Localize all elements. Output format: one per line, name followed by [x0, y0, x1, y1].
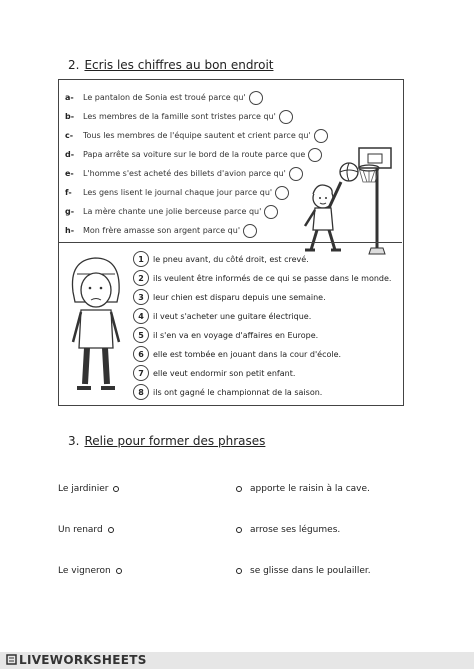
- sentence-row-a: [65, 89, 263, 106]
- answer-circle-f[interactable]: [275, 186, 289, 200]
- ending-number-badge: 6: [133, 346, 149, 362]
- exercise-2-box: [58, 79, 404, 406]
- sentence-letter: h-: [65, 226, 75, 235]
- match-left-text: Le jardinier: [58, 484, 109, 494]
- sentence-text: Les gens lisent le journal chaque jour parce qu': [83, 188, 273, 197]
- exercise-2-number: 2.: [68, 58, 80, 72]
- ending-text: ils veulent être informés de ce qui se passe dans le monde.: [153, 273, 392, 283]
- sentence-text: Les membres de la famille sont tristes parce qu': [83, 112, 276, 121]
- sentence-text: L'homme s'est acheté des billets d'avion parce qu': [83, 169, 286, 178]
- match-dot-right-1[interactable]: [236, 486, 242, 492]
- ending-text: leur chien est disparu depuis une semaine.: [153, 292, 326, 302]
- sad-girl-illustration: [65, 252, 127, 398]
- match-dot-left-1[interactable]: [113, 486, 119, 492]
- sentence-row-b: [65, 108, 293, 125]
- match-left-text: Le vigneron: [58, 566, 111, 576]
- basketball-boy-illustration: [297, 142, 403, 262]
- ending-number-badge: 5: [133, 327, 149, 343]
- ending-row-2: [133, 269, 391, 287]
- exercise-2-title-text: Ecris les chiffres au bon endroit: [84, 58, 274, 72]
- ending-text: il veut s'acheter une guitare électrique.: [153, 311, 312, 321]
- sentence-text: Mon frère amasse son argent parce qu': [83, 226, 241, 235]
- ending-text: il s'en va en voyage d'affaires en Europe.: [153, 330, 319, 340]
- sentence-text: La mère chante une jolie berceuse parce qu': [83, 207, 262, 216]
- ending-text: elle est tombée en jouant dans la cour d'école.: [153, 349, 342, 359]
- ending-row-6: [133, 345, 341, 363]
- exercise-2-divider: [59, 242, 402, 243]
- match-right-text: apporte le raisin à la cave.: [250, 484, 370, 494]
- match-right-text: arrose ses légumes.: [250, 525, 341, 535]
- match-left-item-3: [58, 566, 122, 576]
- exercise-3-title-text: Relie pour former des phrases: [84, 434, 266, 448]
- exercise-3-number: 3.: [68, 434, 80, 448]
- match-right-item-2: [236, 525, 340, 535]
- sentence-letter: d-: [65, 150, 75, 159]
- ending-number-badge: 4: [133, 308, 149, 324]
- match-dot-left-2[interactable]: [108, 527, 114, 533]
- ending-text: le pneu avant, du côté droit, est crevé.: [153, 254, 309, 264]
- sentence-row-d: [65, 146, 322, 163]
- answer-circle-c[interactable]: [314, 129, 328, 143]
- ending-number-badge: 2: [133, 270, 149, 286]
- ending-row-1: [133, 250, 309, 268]
- sentence-text: Tous les membres de l'équipe sautent et crient parce qu': [83, 131, 311, 140]
- sentence-letter: c-: [65, 131, 74, 140]
- answer-circle-g[interactable]: [264, 205, 278, 219]
- sentence-row-h: [65, 222, 257, 239]
- ending-row-4: [133, 307, 311, 325]
- footer-brand-text: LIVEWORKSHEETS: [19, 653, 147, 667]
- ending-row-3: [133, 288, 326, 306]
- sentence-letter: b-: [65, 112, 75, 121]
- ending-number-badge: 8: [133, 384, 149, 400]
- answer-circle-a[interactable]: [249, 91, 263, 105]
- liveworksheets-logo-icon: [6, 654, 17, 665]
- sentence-letter: f-: [65, 188, 72, 197]
- match-dot-right-2[interactable]: [236, 527, 242, 533]
- answer-circle-h[interactable]: [243, 224, 257, 238]
- ending-number-badge: 1: [133, 251, 149, 267]
- match-left-item-1: [58, 484, 119, 494]
- answer-circle-b[interactable]: [279, 110, 293, 124]
- sentence-row-f: [65, 184, 289, 201]
- sentence-letter: g-: [65, 207, 75, 216]
- ending-text: ils ont gagné le championnat de la saison.: [153, 387, 323, 397]
- match-dot-right-3[interactable]: [236, 568, 242, 574]
- ending-number-badge: 7: [133, 365, 149, 381]
- exercise-3-title: [68, 434, 265, 448]
- footer-brand: [6, 653, 147, 667]
- ending-number-badge: 3: [133, 289, 149, 305]
- sentence-row-g: [65, 203, 278, 220]
- match-right-text: se glisse dans le poulailler.: [250, 566, 371, 576]
- ending-row-5: [133, 326, 318, 344]
- sentence-row-e: [65, 165, 303, 182]
- ending-row-7: [133, 364, 295, 382]
- match-right-item-1: [236, 484, 370, 494]
- match-left-item-2: [58, 525, 114, 535]
- sentence-text: Le pantalon de Sonia est troué parce qu': [83, 93, 246, 102]
- sentence-text: Papa arrête sa voiture sur le bord de la route parce que: [83, 150, 306, 159]
- match-right-item-3: [236, 566, 371, 576]
- sentence-letter: e-: [65, 169, 74, 178]
- match-left-text: Un renard: [58, 525, 103, 535]
- sentence-letter: a-: [65, 93, 74, 102]
- ending-text: elle veut endormir son petit enfant.: [153, 368, 296, 378]
- exercise-2-title: [68, 58, 273, 72]
- ending-row-8: [133, 383, 322, 401]
- sentence-row-c: [65, 127, 328, 144]
- match-dot-left-3[interactable]: [116, 568, 122, 574]
